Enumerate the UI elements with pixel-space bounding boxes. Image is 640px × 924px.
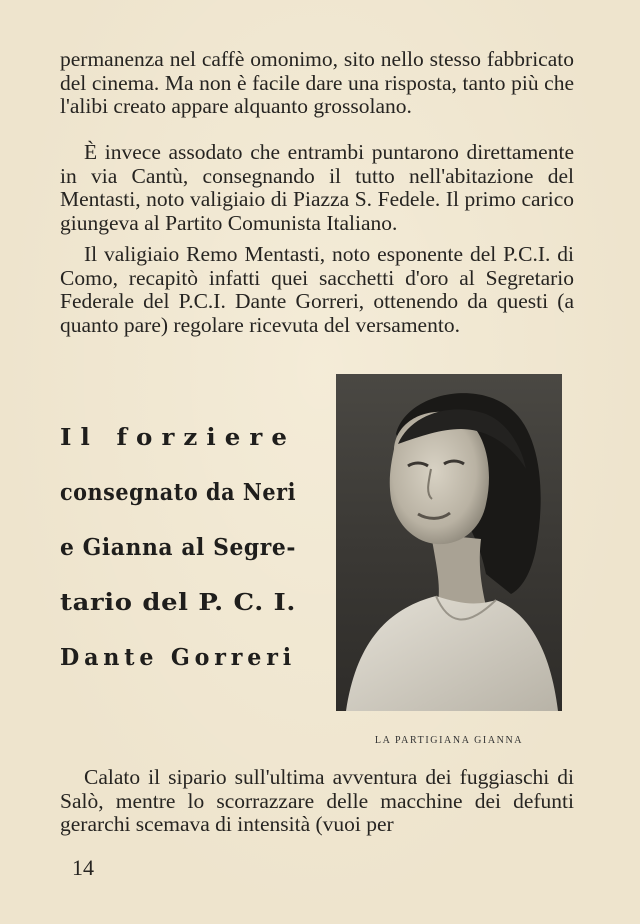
photo-caption: LA PARTIGIANA GIANNA xyxy=(374,735,524,746)
page-number: 14 xyxy=(72,855,94,880)
paragraph-calato: Calato il sipario sull'ultima avventura dei fuggiaschi di Salò, mentre lo scorrazzare delle macchine dei defunti gerarchi scemava di intensità (vuoi per xyxy=(60,765,574,836)
paragraph-mentasti: Il valigiaio Remo Mentasti, noto esponente del P.C.I. di Como, recapitò infatti quei sacchetti d'oro al Segretario Federale del P.C.I. Dante Gorreri, ottenendo da questi (a quanto pare) regolare ricevuta del versamento. xyxy=(60,242,574,337)
headline-line-3: e Gianna al Segre- xyxy=(60,534,296,561)
headline-line-1: Il forziere xyxy=(60,424,296,451)
headline-line-5: Dante Gorreri xyxy=(60,644,296,671)
headline-line-4: tario del P. C. I. xyxy=(60,589,296,616)
paragraph-continuation: permanenza nel caffè omonimo, sito nello stesso fabbricato del cinema. Ma non è facile dare una risposta, tanto più che l'alibi creato appare alquanto grossolano. xyxy=(60,47,574,118)
portrait-illustration xyxy=(336,374,562,711)
portrait-photo xyxy=(336,374,562,711)
headline-line-2: consegnato da Neri xyxy=(60,479,296,506)
paragraph-assodato: È invece assodato che entrambi puntarono direttamente in via Cantù, consegnando il tutto nell'abitazione del Mentasti, noto valigiaio di Piazza S. Fedele. Il primo carico giungeva al Partito Comunista Italiano. xyxy=(60,140,574,235)
